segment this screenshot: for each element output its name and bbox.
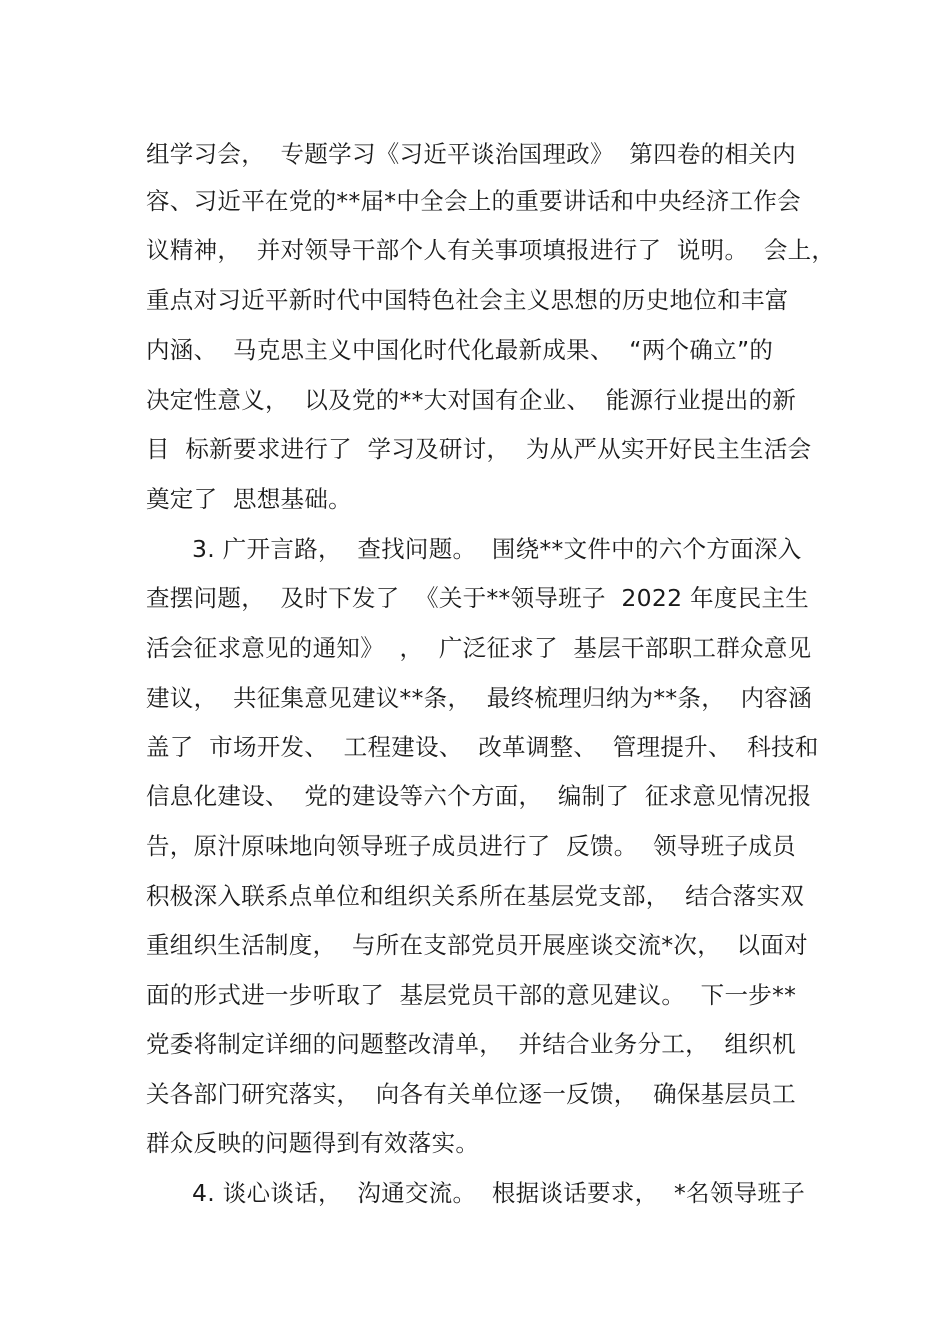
text-line: 内涵、 马克思主义中国化时代化最新成果、 “两个确立”的 bbox=[146, 336, 774, 364]
text-line: 信息化建设、 党的建设等六个方面， 编制了 征求意见情况报 bbox=[146, 782, 812, 810]
text-line: 目 标新要求进行了 学习及研讨， 为从严从实开好民主生活会 bbox=[146, 435, 812, 463]
text-line: 活会征求意见的通知》 ， 广泛征求了 基层干部职工群众意见 bbox=[146, 634, 812, 662]
text-line: 盖了 市场开发、 工程建设、 改革调整、 管理提升、 科技和 bbox=[146, 733, 819, 761]
paragraph-3-heading-line: 3. 广开言路， 查找问题。 围绕**文件中的六个方面深入 bbox=[192, 535, 802, 563]
text-line: 面的形式进一步听取了 基层党员干部的意见建议。 下一步** bbox=[146, 981, 797, 1009]
text-line: 重组织生活制度， 与所在支部党员开展座谈交流*次， 以面对 bbox=[146, 931, 808, 959]
text-line: 决定性意义， 以及党的**大对国有企业、 能源行业提出的新 bbox=[146, 386, 797, 414]
text-line: 积极深入联系点单位和组织关系所在基层党支部， 结合落实双 bbox=[146, 882, 805, 910]
text-line: 党委将制定详细的问题整改清单， 并结合业务分工， 组织机 bbox=[146, 1030, 796, 1058]
text-line: 重点对习近平新时代中国特色社会主义思想的历史地位和丰富 bbox=[146, 286, 789, 314]
text-line: 奠定了 思想基础。 bbox=[146, 485, 352, 513]
text-line: 关各部门研究落实， 向各有关单位逐一反馈， 确保基层员工 bbox=[146, 1080, 796, 1108]
paragraph-4-heading-line: 4. 谈心谈话， 沟通交流。 根据谈话要求， *名领导班子 bbox=[192, 1179, 806, 1207]
text-line: 查摆问题， 及时下发了 《关于**领导班子 2022 年度民主生 bbox=[146, 584, 810, 612]
text-line: 议精神， 并对领导干部个人有关事项填报进行了 说明。 会上， bbox=[146, 236, 836, 264]
text-line: 建议， 共征集意见建议**条， 最终梳理归纳为**条， 内容涵 bbox=[146, 684, 813, 712]
text-line: 容、习近平在党的**届*中全会上的重要讲话和中央经济工作会 bbox=[146, 187, 801, 215]
text-line: 群众反映的问题得到有效落实。 bbox=[146, 1129, 480, 1157]
text-line: 告，原汁原味地向领导班子成员进行了 反馈。 领导班子成员 bbox=[146, 832, 796, 860]
text-line: 组学习会， 专题学习《习近平谈治国理政》 第四卷的相关内 bbox=[146, 140, 796, 168]
